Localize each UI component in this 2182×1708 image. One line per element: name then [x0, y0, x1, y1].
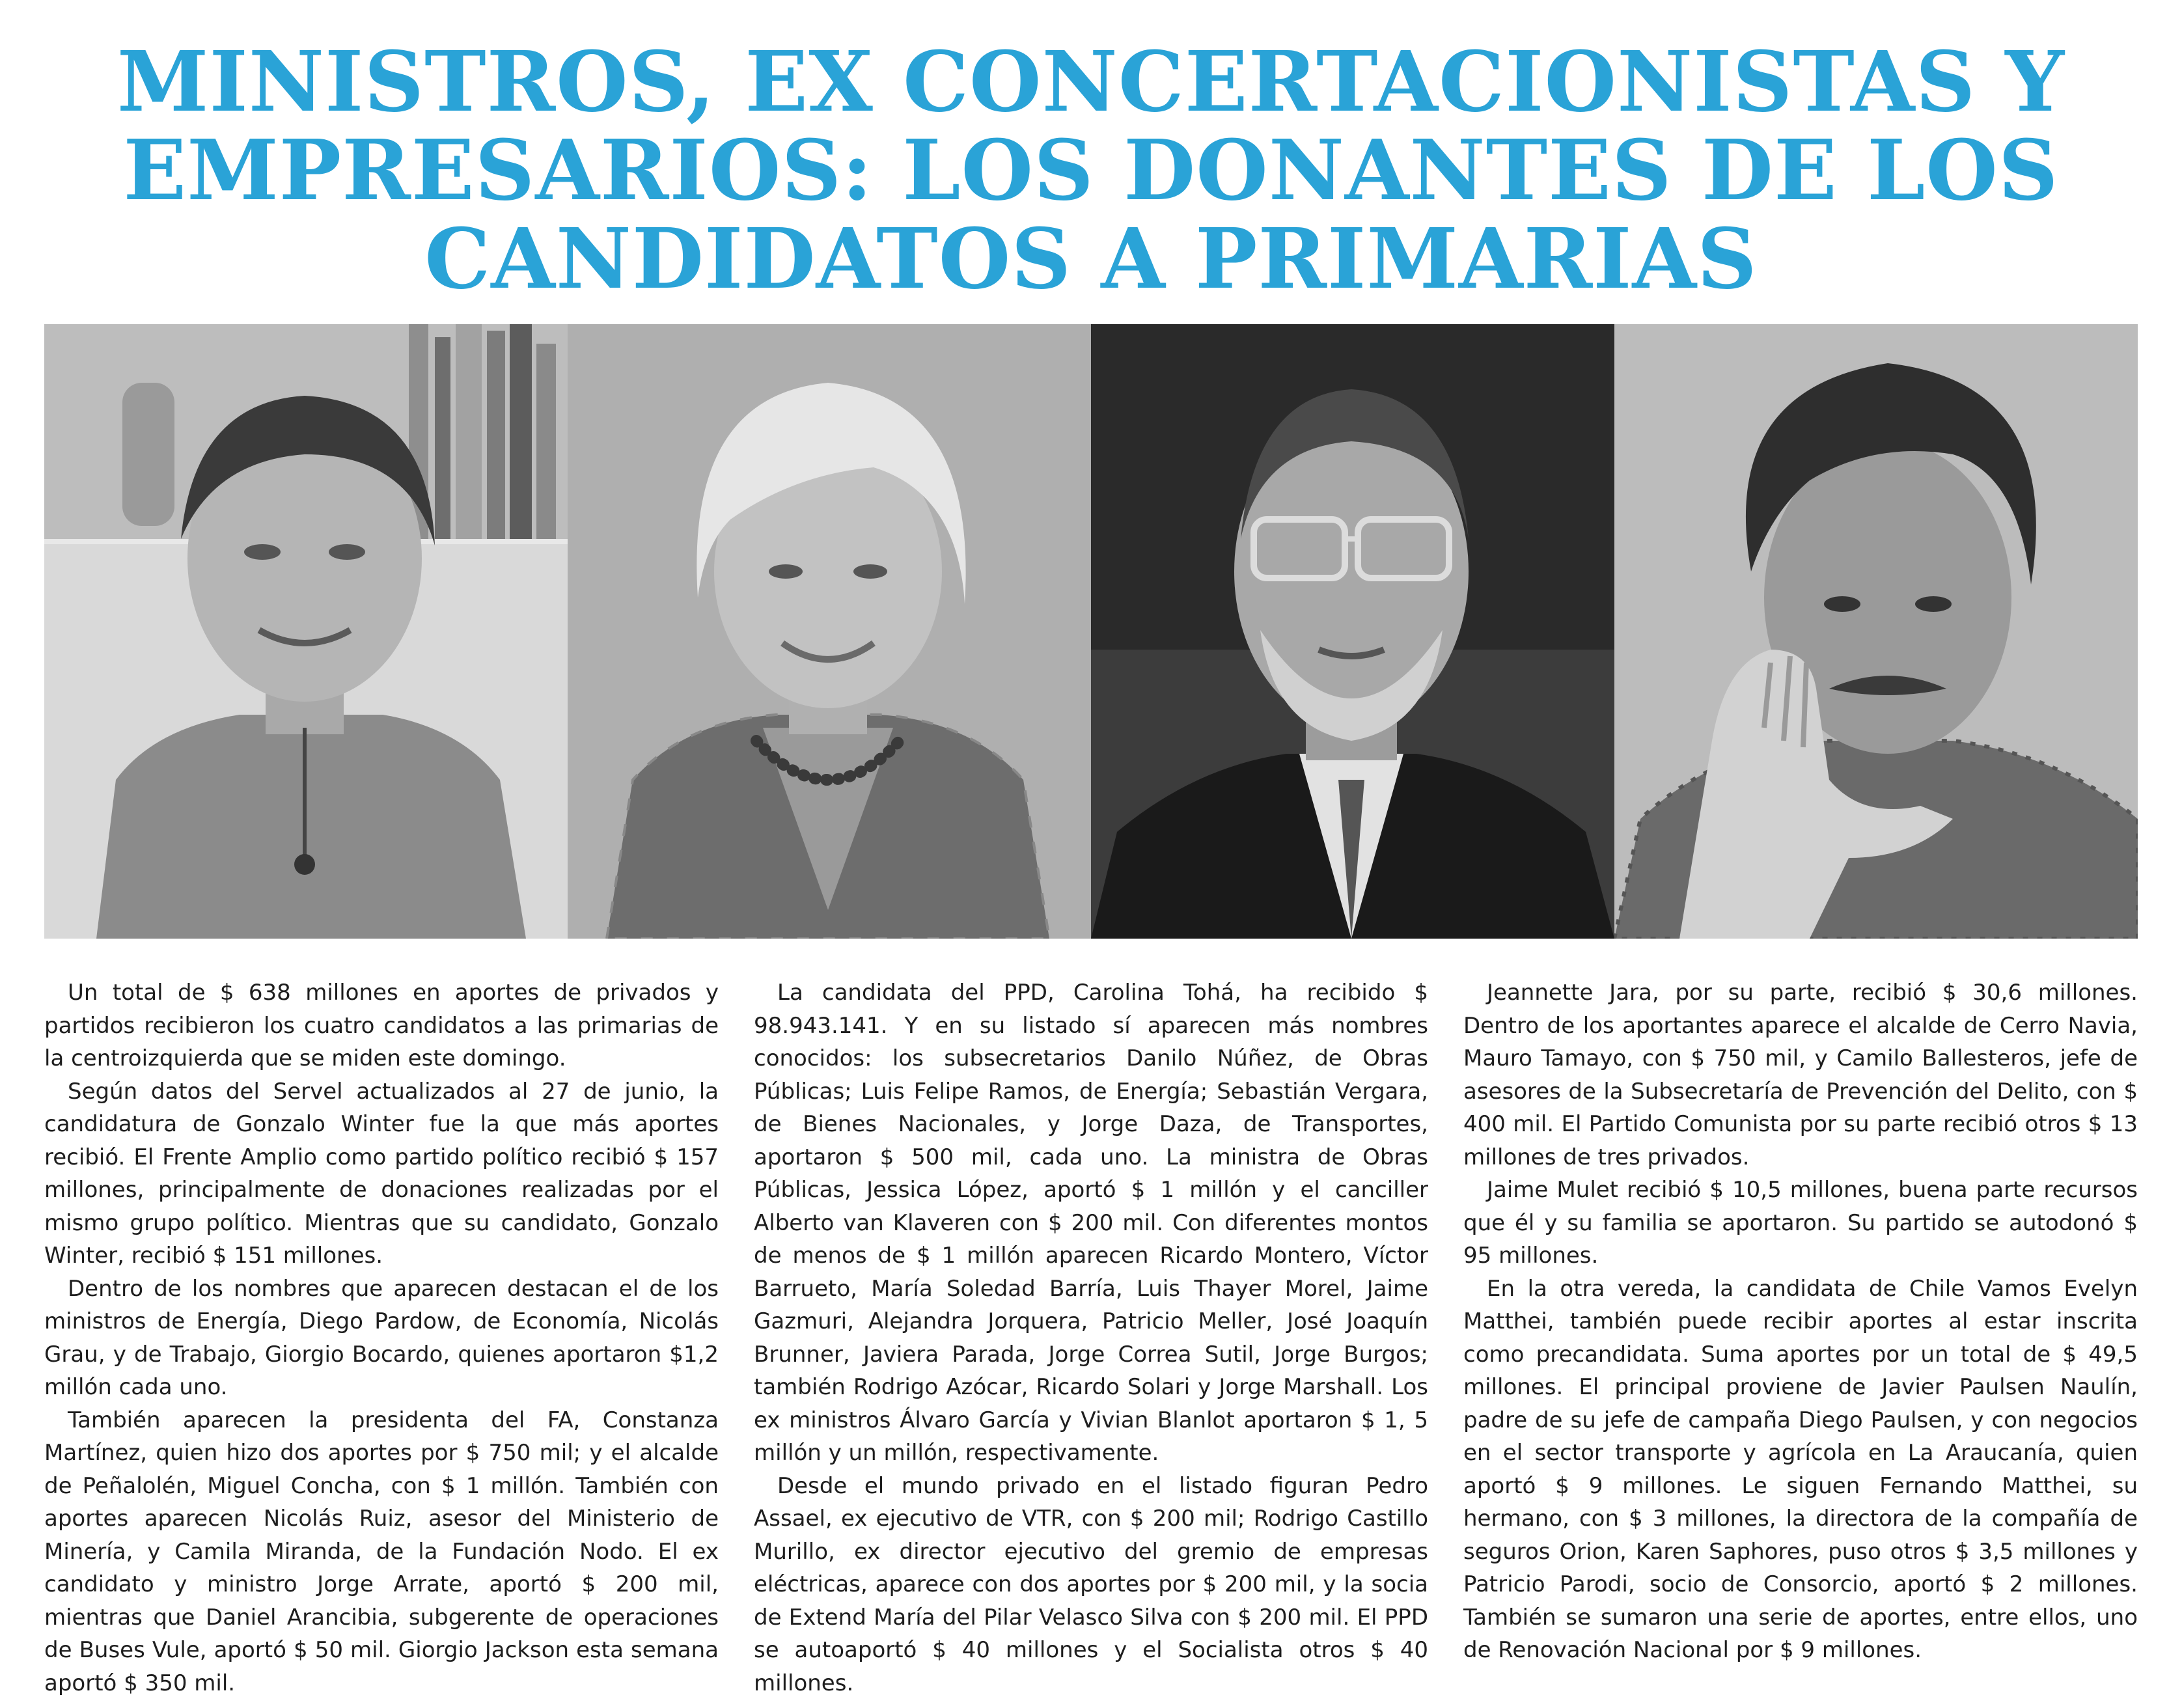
article-paragraph: Un total de $ 638 millones en aportes de privados y partidos recibieron los cuatro candidatos a las primarias de la centroizquierda que se miden este domingo.: [44, 980, 719, 1071]
photo-strip: [44, 324, 2138, 939]
portrait-photo-2: [568, 324, 1091, 939]
portrait-photo-icon: [1091, 324, 1614, 939]
article-column-3: [1463, 976, 2138, 1679]
article-paragraph: Jaime Mulet recibió $ 10,5 millones, buena parte recursos que él y su familia se aportaron. Su partido se autodonó $ 95 millones.: [1463, 1177, 2138, 1269]
portrait-photo-icon: [1614, 324, 2138, 939]
article-paragraph: En la otra vereda, la candidata de Chile Vamos Evelyn Matthei, también puede recibir aportes al estar inscrita como precandidata. Suma aportes por un total de $ 49,5 millones. El principal proviene de Javier Paulsen Naulín, padre de su jefe de campaña Diego Paulsen, y con negocios en el sector transporte y agrícola en La Araucanía, quien aportó $ 9 millones. Le siguen Fernando Matthei, su hermano, con $ 3 millones, la directora de la compañía de seguros Orion, Karen Saphores, puso otros $ 3,5 millones y Patricio Parodi, socio de Consorcio, aportó $ 2 millones. También se sumaron una serie de aportes, entre ellos, uno de Renovación Nacional por $ 9 millones.: [1463, 1275, 2138, 1663]
article-column-2: [754, 976, 1428, 1696]
portrait-photo-4: [1614, 324, 2138, 939]
portrait-photo-1: [44, 324, 568, 939]
headline: MINISTROS, EX CONCERTACIONISTAS Y EMPRESARIOS: LOS DONANTES DE LOS CANDIDATOS A PRIMARIAS: [117, 33, 2065, 307]
portrait-photo-3: [1091, 324, 1614, 939]
article-body: [44, 976, 2138, 1696]
portrait-photo-icon: [44, 324, 568, 939]
portrait-photo-icon: [568, 324, 1091, 939]
article-paragraph: La candidata del PPD, Carolina Tohá, ha recibido $ 98.943.141. Y en su listado sí aparecen más nombres conocidos: los subsecretarios Danilo Núñez, de Obras Públicas; Luis Felipe Ramos, de Energía; Sebastián Vergara, de Bienes Nacionales, y Jorge Daza, de Transportes, aportaron $ 500 mil, cada uno. La ministra de Obras Públicas, Jessica López, aportó $ 1 millón y el canciller Alberto van Klaveren con $ 200 mil. Con diferentes montos de menos de $ 1 millón aparecen Ricardo Montero, Víctor Barrueto, María Soledad Barría, Luis Thayer Morel, Jaime Gazmuri, Alejandra Jorquera, Patricio Meller, José Joaquín Brunner, Javiera Parada, Jorge Correa Sutil, Jorge Burgos; también Rodrigo Azócar, Ricardo Solari y Jorge Marshall. Los ex ministros Álvaro García y Vivian Blanlot aportaron $ 1, 5 millón y un millón, respectivamente.: [754, 980, 1428, 1466]
article-paragraph: También aparecen la presidenta del FA, Constanza Martínez, quien hizo dos aportes por $ 750 mil; y el alcalde de Peñalolén, Miguel Concha, con $ 1 millón. También con aportes aparecen Nicolás Ruiz, asesor del Ministerio de Minería, y Camila Miranda, de la Fundación Nodo. El ex candidato y ministro Jorge Arrate, aportó $ 200 mil, mientras que Daniel Arancibia, subgerente de operaciones de Buses Vule, aportó $ 50 mil. Giorgio Jackson esta semana aportó $ 350 mil.: [44, 1407, 719, 1696]
article-paragraph: Jeannette Jara, por su parte, recibió $ 30,6 millones. Dentro de los aportantes aparece el alcalde de Cerro Navia, Mauro Tamayo, con $ 750 mil, y Camilo Ballesteros, jefe de asesores de la Subsecretaría de Prevención del Delito, con $ 400 mil. El Partido Comunista por su parte recibió otros $ 13 millones de tres privados.: [1463, 980, 2138, 1170]
article-column-1: [44, 976, 719, 1696]
article-paragraph: Dentro de los nombres que aparecen destacan el de los ministros de Energía, Diego Pardow, de Economía, Nicolás Grau, y de Trabajo, Giorgio Bocardo, quienes aportaron $1,2 millón cada uno.: [44, 1275, 719, 1400]
article-paragraph: Según datos del Servel actualizados al 27 de junio, la candidatura de Gonzalo Winter fue la que más aportes recibió. El Frente Amplio como partido político recibió $ 157 millones, principalmente de donaciones realizadas por el mismo grupo político. Mientras que su candidato, Gonzalo Winter, recibió $ 151 millones.: [44, 1078, 719, 1269]
article-paragraph: Desde el mundo privado en el listado figuran Pedro Assael, ex ejecutivo de VTR, con $ 200 mil; Rodrigo Castillo Murillo, ex director ejecutivo del gremio de empresas eléctricas, aparece con dos aportes por $ 200 mil, y la socia de Extend María del Pilar Velasco Silva con $ 200 mil. El PPD se autoaportó $ 40 millones y el Socialista otros $ 40 millones.: [754, 1472, 1428, 1696]
